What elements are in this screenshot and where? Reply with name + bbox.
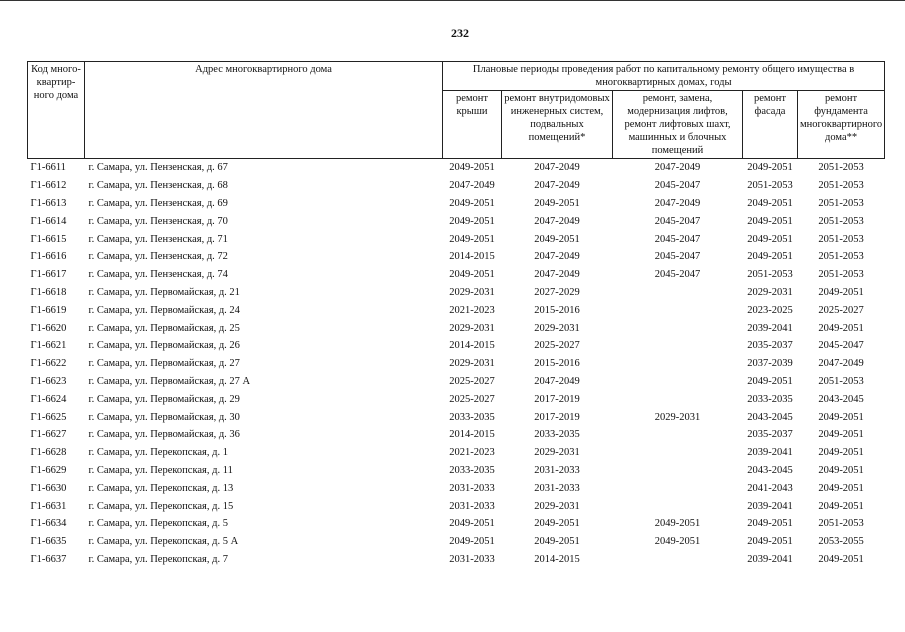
cell-address: г. Самара, ул. Первомайская, д. 26	[88, 340, 240, 352]
cell-foundation: 2051-2053	[818, 215, 864, 227]
table-row	[28, 408, 885, 426]
cell-address: г. Самара, ул. Перекопская, д. 5	[88, 518, 228, 530]
cell-address: г. Самара, ул. Перекопская, д. 7	[88, 553, 228, 565]
cell-code: Г1-6615	[30, 233, 67, 245]
cell-foundation: 2049-2051	[818, 500, 864, 512]
cell-facade: 2049-2051	[747, 162, 793, 174]
cell-roof: 2025-2027	[449, 393, 495, 405]
cell-roof: 2014-2015	[449, 251, 495, 263]
cell-roof: 2031-2033	[449, 482, 495, 494]
cell-facade: 2039-2041	[747, 322, 793, 334]
table-row	[28, 230, 885, 248]
cell-systems: 2017-2019	[534, 411, 580, 423]
cell-systems: 2049-2051	[534, 536, 580, 548]
cell-facade: 2033-2035	[747, 393, 793, 405]
cell-foundation: 2043-2045	[818, 393, 864, 405]
cell-roof: 2021-2023	[449, 304, 495, 316]
cell-facade: 2049-2051	[747, 375, 793, 387]
table-row	[28, 479, 885, 497]
cell-foundation: 2049-2051	[818, 322, 864, 334]
cell-code: Г1-6622	[30, 358, 67, 370]
header-periods: Плановые периоды проведения работ по капитальному ремонту общего имущества в многоквартирных домах, годы	[443, 62, 885, 91]
cell-facade: 2039-2041	[747, 553, 793, 565]
table-row	[28, 515, 885, 533]
cell-systems: 2029-2031	[534, 500, 580, 512]
cell-foundation: 2047-2049	[818, 358, 864, 370]
cell-lifts: 2045-2047	[654, 215, 701, 227]
cell-foundation: 2051-2053	[818, 375, 864, 387]
cell-roof: 2025-2027	[449, 375, 495, 387]
cell-code: Г1-6635	[30, 536, 67, 548]
cell-systems: 2025-2027	[534, 340, 580, 352]
cell-address: г. Самара, ул. Первомайская, д. 30	[88, 411, 240, 423]
cell-code: Г1-6628	[30, 447, 67, 459]
cell-address: г. Самара, ул. Пензенская, д. 70	[88, 215, 228, 227]
cell-foundation: 2053-2055	[818, 536, 864, 548]
table-row	[28, 212, 885, 230]
table-row	[28, 159, 885, 177]
cell-facade: 2049-2051	[747, 215, 793, 227]
cell-lifts	[613, 497, 743, 515]
table-row	[28, 444, 885, 462]
cell-code: Г1-6634	[30, 518, 67, 530]
cell-facade: 2023-2025	[747, 304, 793, 316]
cell-code: Г1-6623	[30, 375, 67, 387]
cell-facade: 2049-2051	[747, 197, 793, 209]
table-body	[28, 159, 885, 569]
cell-roof: 2031-2033	[449, 500, 495, 512]
header-roof: ремонт крыши	[443, 91, 502, 159]
cell-address: г. Самара, ул. Пензенская, д. 69	[88, 197, 228, 209]
cell-lifts	[613, 551, 743, 569]
cell-code: Г1-6624	[30, 393, 67, 405]
header-systems: ремонт внутридомовых инженерных систем, подвальных помещений*	[502, 91, 613, 159]
cell-roof: 2014-2015	[449, 429, 495, 441]
cell-address: г. Самара, ул. Первомайская, д. 25	[88, 322, 240, 334]
cell-systems: 2027-2029	[534, 286, 580, 298]
cell-roof: 2047-2049	[449, 180, 495, 192]
cell-code: Г1-6616	[30, 251, 67, 263]
cell-lifts: 2045-2047	[654, 180, 701, 192]
cell-systems: 2014-2015	[534, 553, 580, 565]
cell-foundation: 2049-2051	[818, 429, 864, 441]
table-row	[28, 284, 885, 302]
cell-lifts	[613, 337, 743, 355]
cell-lifts: 2029-2031	[654, 411, 701, 423]
cell-roof: 2033-2035	[449, 411, 495, 423]
cell-systems: 2047-2049	[534, 269, 580, 281]
cell-foundation: 2049-2051	[818, 447, 864, 459]
cell-roof: 2029-2031	[449, 322, 495, 334]
table-row	[28, 355, 885, 373]
cell-address: г. Самара, ул. Первомайская, д. 21	[88, 286, 240, 298]
cell-foundation: 2049-2051	[818, 482, 864, 494]
cell-roof: 2021-2023	[449, 447, 495, 459]
table-row	[28, 426, 885, 444]
table-row	[28, 533, 885, 551]
cell-foundation: 2049-2051	[818, 553, 864, 565]
cell-code: Г1-6611	[30, 162, 66, 174]
table-row	[28, 195, 885, 213]
cell-facade: 2035-2037	[747, 429, 793, 441]
header-foundation: ремонт фундамента многоквартирного дома**	[798, 91, 885, 159]
cell-code: Г1-6621	[30, 340, 67, 352]
cell-roof: 2031-2033	[449, 553, 495, 565]
cell-lifts	[613, 426, 743, 444]
cell-facade: 2041-2043	[747, 482, 793, 494]
cell-facade: 2049-2051	[747, 251, 793, 263]
cell-address: г. Самара, ул. Первомайская, д. 27	[88, 358, 240, 370]
cell-code: Г1-6614	[30, 215, 67, 227]
cell-foundation: 2025-2027	[818, 304, 864, 316]
cell-facade: 2039-2041	[747, 447, 793, 459]
cell-foundation: 2051-2053	[818, 180, 864, 192]
header-address: Адрес многоквартирного дома	[85, 62, 443, 159]
cell-systems: 2047-2049	[534, 162, 580, 174]
cell-systems: 2031-2033	[534, 464, 580, 476]
cell-address: г. Самара, ул. Перекопская, д. 13	[88, 482, 234, 494]
top-border-line	[0, 0, 905, 1]
cell-address: г. Самара, ул. Перекопская, д. 11	[88, 464, 233, 476]
cell-systems: 2047-2049	[534, 215, 580, 227]
table-row	[28, 319, 885, 337]
cell-code: Г1-6612	[30, 180, 67, 192]
cell-roof: 2029-2031	[449, 286, 495, 298]
table-row	[28, 373, 885, 391]
cell-systems: 2015-2016	[534, 358, 580, 370]
table-row	[28, 248, 885, 266]
cell-address: г. Самара, ул. Пензенская, д. 72	[88, 251, 228, 263]
header-facade: ремонт фасада	[743, 91, 798, 159]
cell-roof: 2049-2051	[449, 162, 495, 174]
cell-lifts: 2049-2051	[654, 536, 701, 548]
cell-foundation: 2049-2051	[818, 464, 864, 476]
cell-foundation: 2051-2053	[818, 197, 864, 209]
cell-systems: 2029-2031	[534, 322, 580, 334]
cell-code: Г1-6637	[30, 553, 67, 565]
cell-lifts	[613, 355, 743, 373]
cell-roof: 2014-2015	[449, 340, 495, 352]
cell-lifts: 2047-2049	[654, 162, 701, 174]
cell-lifts	[613, 284, 743, 302]
cell-roof: 2033-2035	[449, 464, 495, 476]
cell-address: г. Самара, ул. Перекопская, д. 5 А	[88, 536, 239, 548]
cell-address: г. Самара, ул. Пензенская, д. 67	[88, 162, 228, 174]
cell-roof: 2049-2051	[449, 215, 495, 227]
cell-code: Г1-6630	[30, 482, 67, 494]
table-row	[28, 462, 885, 480]
cell-code: Г1-6625	[30, 411, 67, 423]
cell-facade: 2049-2051	[747, 233, 793, 245]
cell-roof: 2049-2051	[449, 197, 495, 209]
cell-code: Г1-6629	[30, 464, 67, 476]
cell-facade: 2049-2051	[747, 518, 793, 530]
table-row	[28, 390, 885, 408]
cell-address: г. Самара, ул. Первомайская, д. 24	[88, 304, 240, 316]
cell-lifts: 2049-2051	[654, 518, 701, 530]
cell-systems: 2049-2051	[534, 233, 580, 245]
cell-foundation: 2051-2053	[818, 251, 864, 263]
capital-repair-table	[27, 61, 885, 568]
cell-lifts: 2045-2047	[654, 251, 701, 263]
cell-facade: 2029-2031	[747, 286, 793, 298]
cell-address: г. Самара, ул. Первомайская, д. 29	[88, 393, 240, 405]
cell-systems: 2015-2016	[534, 304, 580, 316]
table-row	[28, 497, 885, 515]
cell-address: г. Самара, ул. Первомайская, д. 36	[88, 429, 240, 441]
cell-systems: 2049-2051	[534, 518, 580, 530]
cell-facade: 2039-2041	[747, 500, 793, 512]
table-row	[28, 266, 885, 284]
cell-address: г. Самара, ул. Пензенская, д. 68	[88, 180, 228, 192]
cell-foundation: 2051-2053	[818, 518, 864, 530]
cell-lifts	[613, 444, 743, 462]
cell-code: Г1-6618	[30, 286, 67, 298]
cell-code: Г1-6613	[30, 197, 67, 209]
cell-lifts: 2045-2047	[654, 269, 701, 281]
cell-facade: 2049-2051	[747, 536, 793, 548]
page-number: 232	[451, 26, 469, 40]
cell-systems: 2047-2049	[534, 375, 580, 387]
cell-foundation: 2045-2047	[818, 340, 864, 352]
cell-systems: 2033-2035	[534, 429, 580, 441]
cell-systems: 2047-2049	[534, 251, 580, 263]
table-row	[28, 177, 885, 195]
cell-roof: 2049-2051	[449, 518, 495, 530]
cell-systems: 2029-2031	[534, 447, 580, 459]
cell-foundation: 2049-2051	[818, 286, 864, 298]
cell-facade: 2037-2039	[747, 358, 793, 370]
cell-lifts: 2047-2049	[654, 197, 701, 209]
cell-foundation: 2051-2053	[818, 233, 864, 245]
cell-facade: 2051-2053	[747, 180, 793, 192]
cell-facade: 2043-2045	[747, 464, 793, 476]
cell-code: Г1-6617	[30, 269, 67, 281]
cell-facade: 2051-2053	[747, 269, 793, 281]
cell-foundation: 2049-2051	[818, 411, 864, 423]
cell-address: г. Самара, ул. Перекопская, д. 1	[88, 447, 228, 459]
cell-systems: 2047-2049	[534, 180, 580, 192]
cell-address: г. Самара, ул. Перекопская, д. 15	[88, 500, 234, 512]
cell-roof: 2029-2031	[449, 358, 495, 370]
cell-facade: 2043-2045	[747, 411, 793, 423]
cell-roof: 2049-2051	[449, 233, 495, 245]
cell-roof: 2049-2051	[449, 269, 495, 281]
cell-address: г. Самара, ул. Пензенская, д. 71	[88, 233, 228, 245]
cell-code: Г1-6619	[30, 304, 67, 316]
header-code: Код много-квартир-ного дома	[28, 62, 85, 159]
cell-lifts	[613, 390, 743, 408]
cell-code: Г1-6620	[30, 322, 67, 334]
cell-address: г. Самара, ул. Первомайская, д. 27 А	[88, 375, 251, 387]
cell-facade: 2035-2037	[747, 340, 793, 352]
cell-lifts	[613, 479, 743, 497]
cell-lifts	[613, 462, 743, 480]
cell-systems: 2031-2033	[534, 482, 580, 494]
table-row	[28, 301, 885, 319]
cell-code: Г1-6627	[30, 429, 67, 441]
cell-roof: 2049-2051	[449, 536, 495, 548]
table-row	[28, 337, 885, 355]
cell-lifts: 2045-2047	[654, 233, 701, 245]
header-lifts: ремонт, замена, модернизация лифтов, ремонт лифтовых шахт, машинных и блочных помещений	[613, 91, 743, 159]
cell-lifts	[613, 301, 743, 319]
cell-foundation: 2051-2053	[818, 162, 864, 174]
cell-foundation: 2051-2053	[818, 269, 864, 281]
cell-lifts	[613, 319, 743, 337]
cell-systems: 2049-2051	[534, 197, 580, 209]
cell-systems: 2017-2019	[534, 393, 580, 405]
table-row	[28, 551, 885, 569]
cell-address: г. Самара, ул. Пензенская, д. 74	[88, 269, 228, 281]
cell-code: Г1-6631	[30, 500, 67, 512]
cell-lifts	[613, 373, 743, 391]
